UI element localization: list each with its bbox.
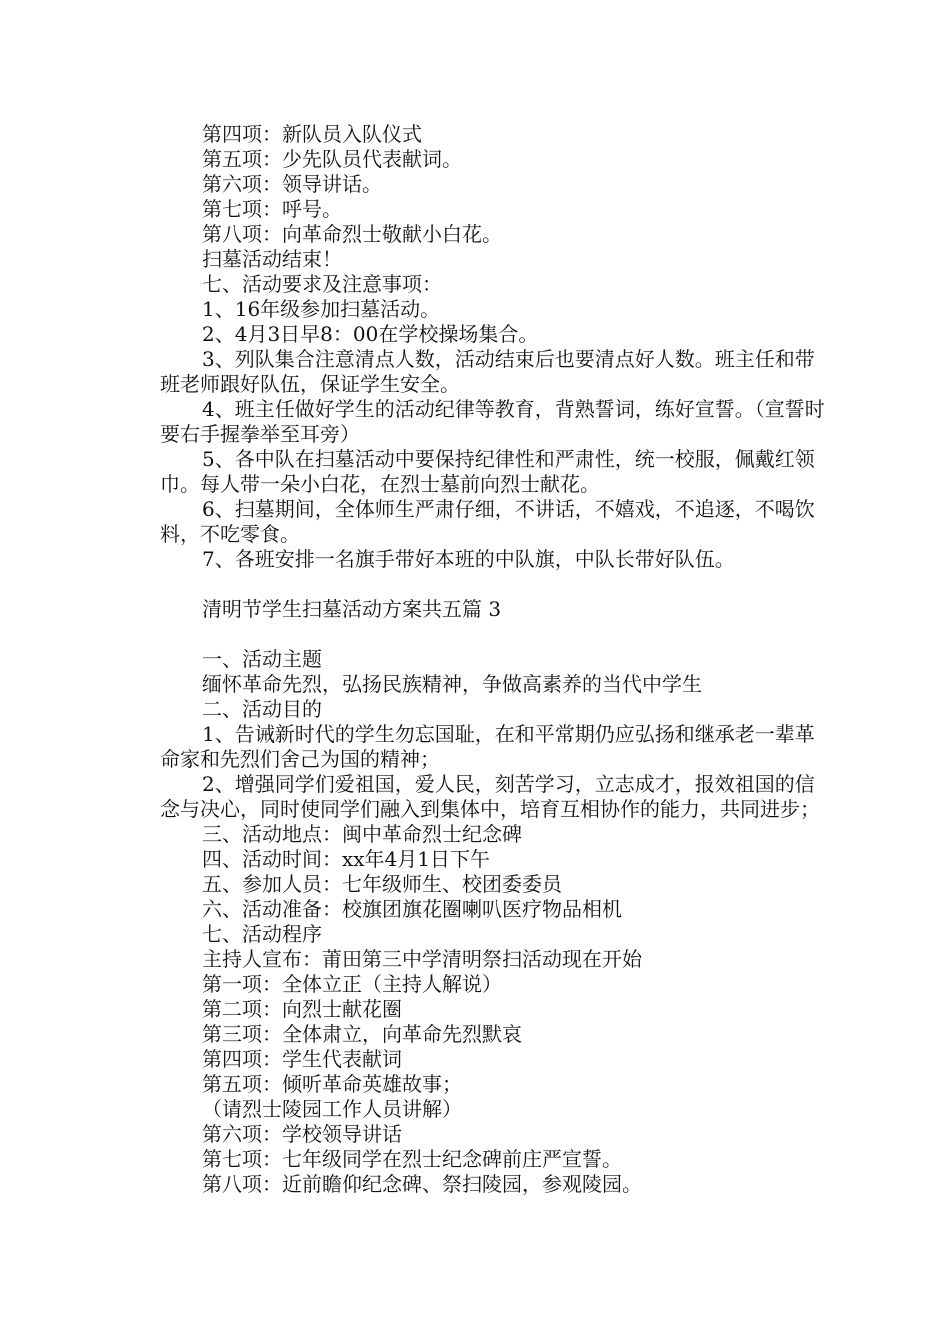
paragraph: 6、扫墓期间，全体师生严肃仔细，不讲话，不嬉戏，不追逐，不喝饮料，不吃零食。 <box>160 497 815 546</box>
paragraph: 缅怀革命先烈，弘扬民族精神，争做高素养的当代中学生 <box>202 672 702 696</box>
paragraph: 7、各班安排一名旗手带好本班的中队旗，中队长带好队伍。 <box>202 547 735 571</box>
paragraph: 第五项：少先队员代表献词。 <box>202 147 462 171</box>
paragraph: 2、4月3日早8：00在学校操场集合。 <box>202 322 539 346</box>
paragraph: 第五项：倾听革命英雄故事； <box>202 1072 462 1096</box>
paragraph: 3、列队集合注意清点人数，活动结束后也要清点好人数。班主任和带班老师跟好队伍，保证学生安全。 <box>160 347 815 396</box>
paragraph: 1、告诫新时代的学生勿忘国耻，在和平常期仍应弘扬和继承老一辈革命家和先烈们舍己为国的精神； <box>160 722 815 771</box>
paragraph: 七、活动要求及注意事项： <box>202 272 442 296</box>
paragraph: 1、16年级参加扫墓活动。 <box>202 297 441 321</box>
document-body <box>160 122 830 1197</box>
paragraph: （请烈士陵园工作人员讲解） <box>202 1097 462 1121</box>
paragraph: 五、参加人员：七年级师生、校团委委员 <box>202 872 562 896</box>
spacer <box>160 622 830 647</box>
paragraph: 第八项：向革命烈士敬献小白花。 <box>202 222 502 246</box>
paragraph: 六、活动准备：校旗团旗花圈喇叭医疗物品相机 <box>202 897 622 921</box>
paragraph: 第八项：近前瞻仰纪念碑、祭扫陵园，参观陵园。 <box>202 1172 642 1196</box>
spacer <box>160 572 830 597</box>
paragraph: 第六项：学校领导讲话 <box>202 1122 402 1146</box>
paragraph: 第二项：向烈士献花圈 <box>202 997 402 1021</box>
paragraph: 5、各中队在扫墓活动中要保持纪律性和严肃性，统一校服，佩戴红领巾。每人带一朵小白花，在烈士墓前向烈士献花。 <box>160 447 815 496</box>
paragraph: 主持人宣布：莆田第三中学清明祭扫活动现在开始 <box>202 947 642 971</box>
paragraph: 第三项：全体肃立，向革命先烈默哀 <box>202 1022 522 1046</box>
paragraph: 第六项：领导讲话。 <box>202 172 382 196</box>
paragraph: 扫墓活动结束！ <box>202 247 342 271</box>
paragraph: 4、班主任做好学生的活动纪律等教育，背熟誓词，练好宣誓。（宣誓时要右手握拳举至耳旁） <box>160 397 825 446</box>
paragraph: 第一项：全体立正（主持人解说） <box>202 972 502 996</box>
paragraph: 二、活动目的 <box>202 697 322 721</box>
paragraph: 四、活动时间：xx年4月1日下午 <box>202 847 491 871</box>
paragraph: 第四项：学生代表献词 <box>202 1047 402 1071</box>
paragraph: 三、活动地点：闽中革命烈士纪念碑 <box>202 822 522 846</box>
paragraph: 第七项：呼号。 <box>202 197 342 221</box>
paragraph: 七、活动程序 <box>202 922 322 946</box>
paragraph: 第七项：七年级同学在烈士纪念碑前庄严宣誓。 <box>202 1147 622 1171</box>
paragraph: 一、活动主题 <box>202 647 322 671</box>
paragraph: 第四项：新队员入队仪式 <box>202 122 422 146</box>
paragraph: 2、增强同学们爱祖国，爱人民，刻苦学习，立志成才，报效祖国的信念与决心，同时使同学们融入到集体中，培育互相协作的能力，共同进步； <box>160 772 820 821</box>
section-title: 清明节学生扫墓活动方案共五篇 3 <box>202 597 502 621</box>
